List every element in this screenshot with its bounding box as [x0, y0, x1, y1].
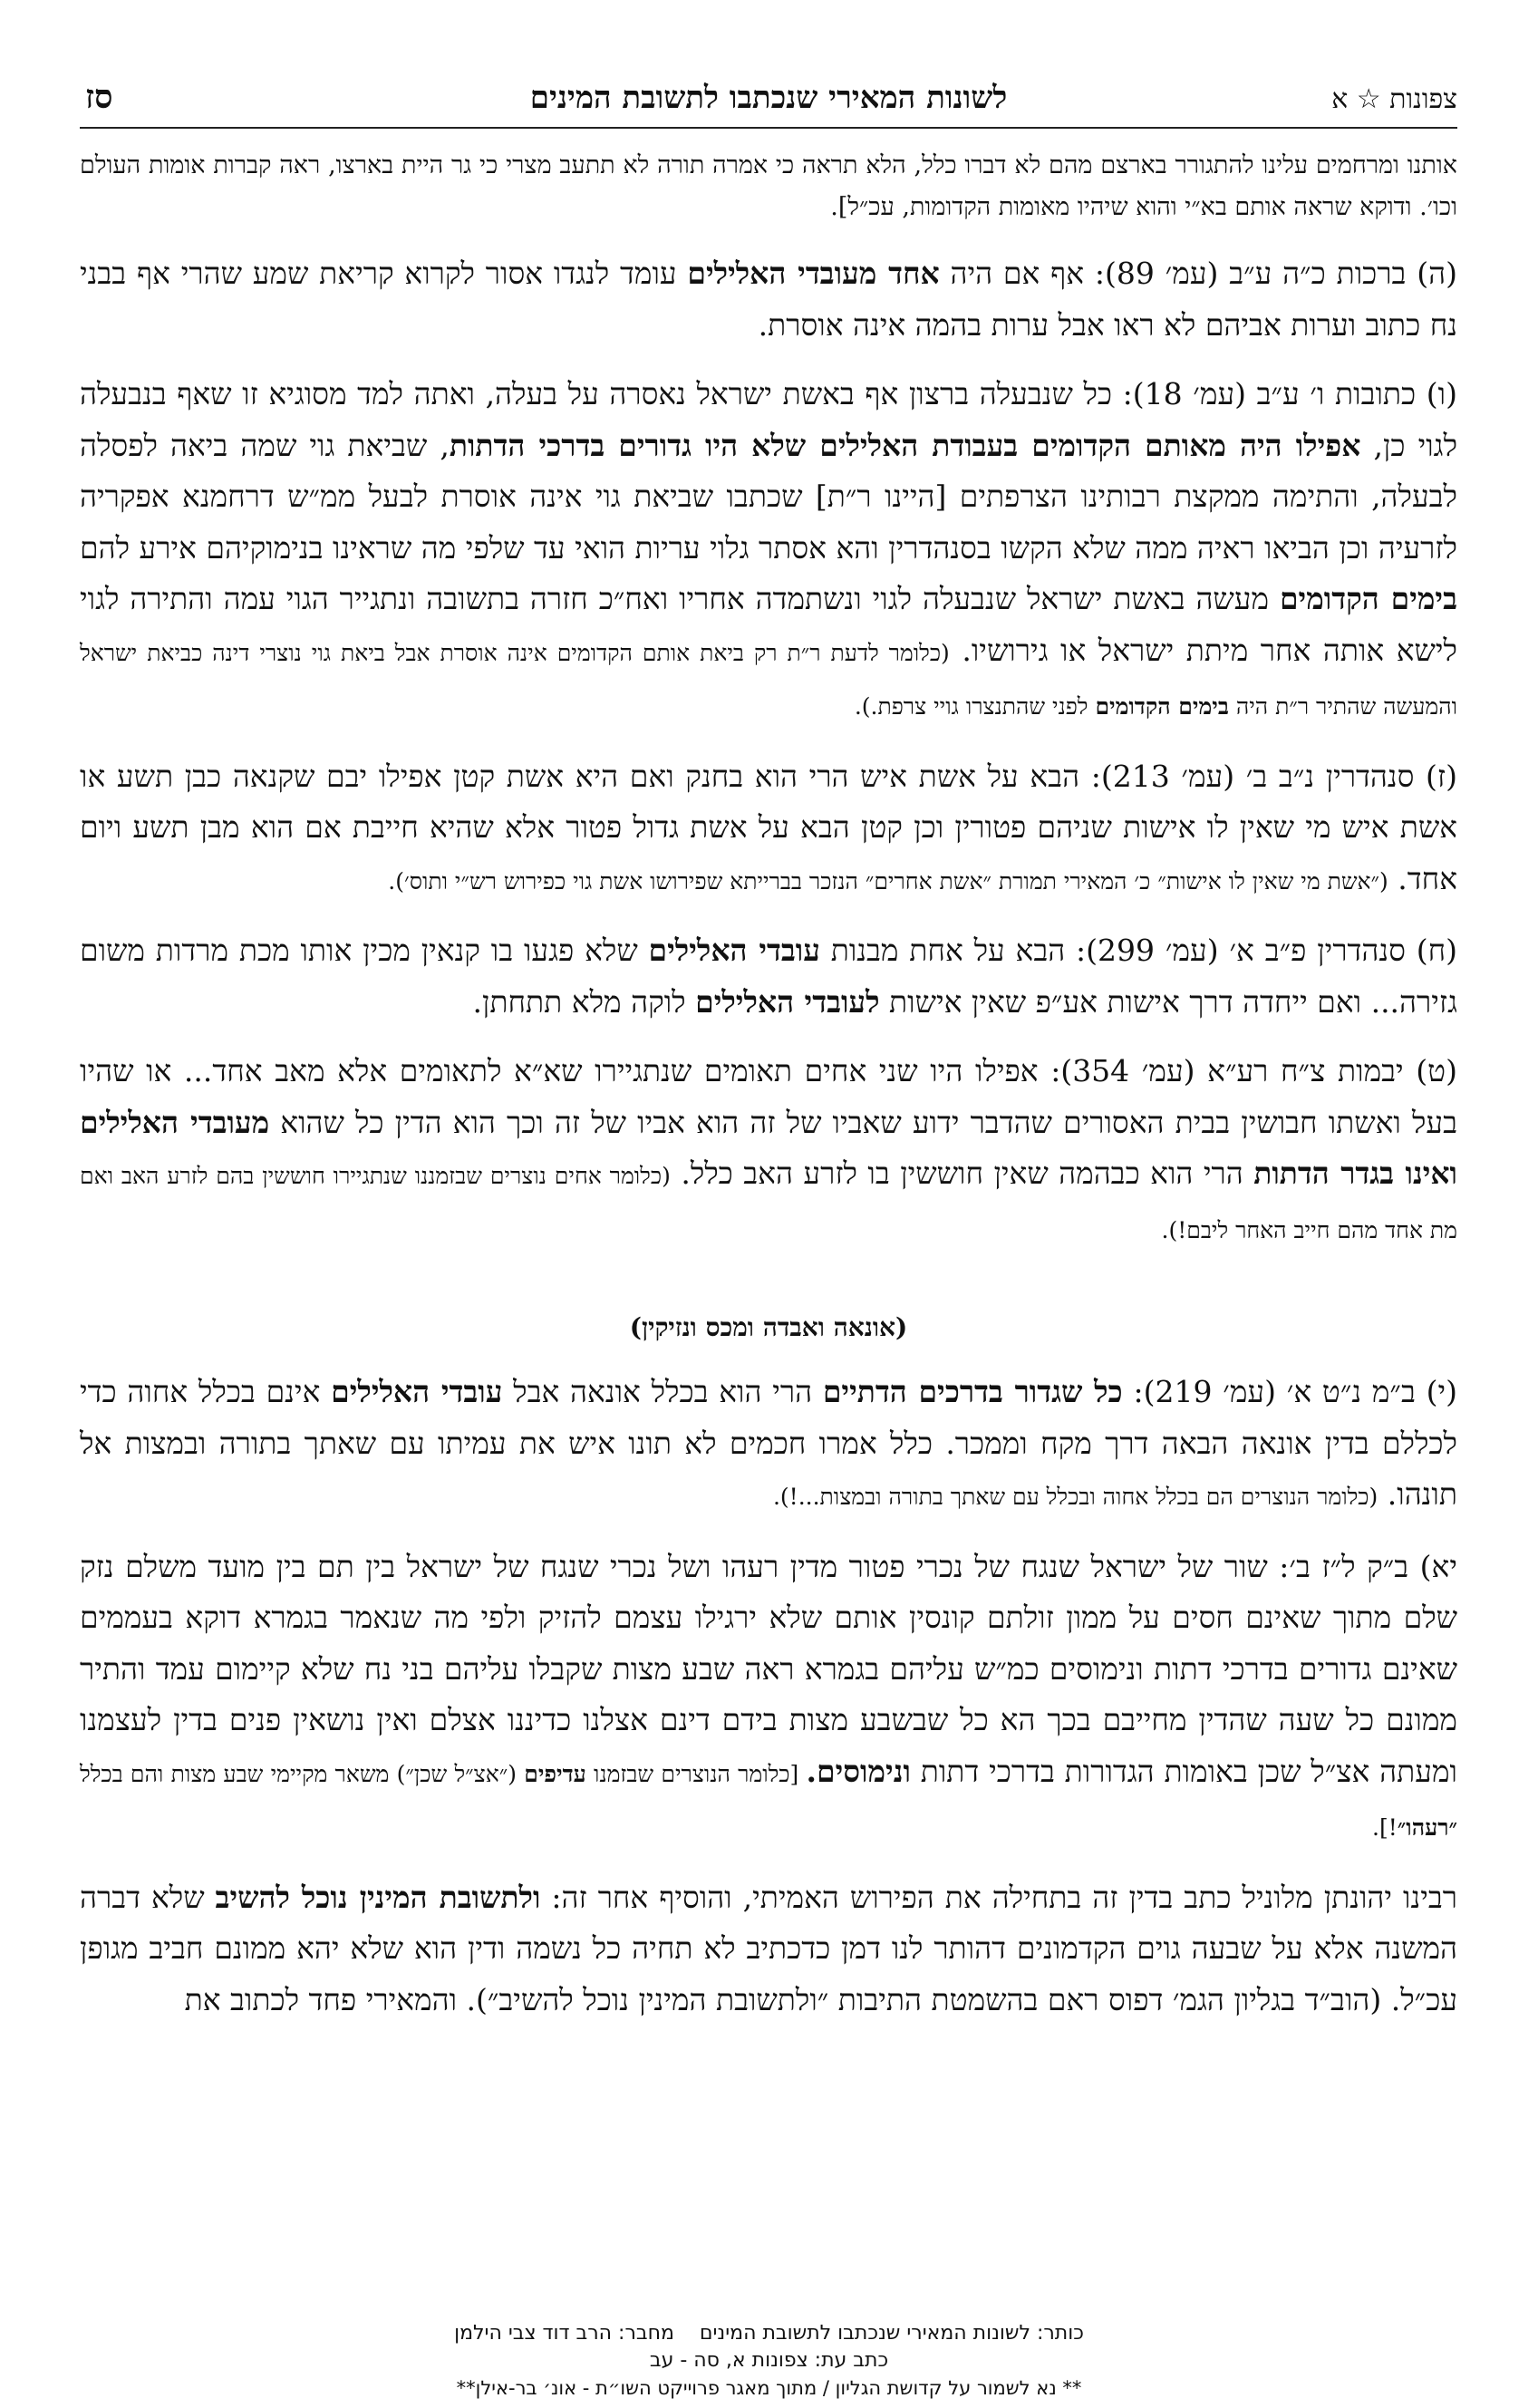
note-text: !]. [1372, 1814, 1398, 1841]
journal-name: צפונות ☆ א [1331, 83, 1457, 115]
section-heading: (אונאה ואבדה ומכס ונזיקין) [629, 1312, 908, 1342]
text-run: (ה) ברכות כ״ה ע״ב (עמ׳ 89): אף אם היה [939, 256, 1457, 291]
bold-run: ולתשובת המינין נוכל להשיב [215, 1879, 541, 1915]
bibliographic-footer [0, 2320, 1538, 2402]
text-run: מעשה באשת ישראל שנבעלה לגוי ונשתמדה אחריו ואח״כ חזרה בתשובה ונתגייר הגוי עמה והתירה לגוי לישא אותה אחר מיתת ישראל או גירושיו. [80, 581, 1457, 668]
bold-run: עובדי האלילים [331, 1374, 503, 1409]
note-bold: בימים הקדומים [1095, 693, 1229, 720]
bold-run: אחד מעובדי האלילים [687, 256, 940, 291]
running-header [80, 76, 1457, 129]
page-number: סז [85, 78, 113, 116]
paragraph-yud [80, 1367, 1457, 1523]
text-run: יא) ב״ק ל״ז ב׳: שור של ישראל שנגח של נכרי פטור מדין רעהו ושל נכרי שנגח של ישראל בין תם בין מועד משלם נזק שלם מתוך שאינם חסים על ממון זולתם קונסין אותם שלא ירגילו עצמם להזיק ולפי מה שנאמר בגמרא דוקא בעממים שאינם גדורים בדרכי דתות ונימוסים כמ״ש עליהם בגמרא ראה שבע מצות שקבלו עליהם בני נח שלא קיימום עמד והתיר ממונם כל שעה שהדין מחייבם בכך הא כל שבשבע מצות בידם דינם אצלנו כדיננו אצלם ואין נושאין פנים בדין לעצמנו ומעתה אצ״ל שכן באומות הגדורות בדרכי דתות [80, 1548, 1457, 1789]
note-bold: ״רעהו״ [1397, 1814, 1457, 1841]
paragraph-tet [80, 1046, 1457, 1256]
note-text: לפני שהתנצרו גויי צרפת.). [854, 693, 1096, 720]
footer-journal: כתב עת: צפונות א, סה - עב [649, 2349, 889, 2372]
paragraph-zayin [80, 751, 1457, 908]
footer-title: כותר: לשונות המאירי שנכתבו לתשובת המינים [699, 2322, 1084, 2345]
note-bold: עדיפים [524, 1760, 586, 1787]
text-run: (ח) סנהדרין פ״ב א׳ (עמ׳ 299): הבא על אחת מבנות [819, 933, 1457, 968]
editor-note: (כלומר הנוצרים הם בכלל אחוה ובכלל עם שאתך בתורה ובמצות...!). [772, 1484, 1378, 1510]
text-run: (ט) יבמות צ״ח רע״א (עמ׳ 354): אפילו היו שני אחים תאומים שנתגיירו שא״א לתאומים אלא מאב אחד... או שהיו בעל ואשתו חבושין בבית האסורים שהדבר ידוע שאביו של זה הוא אביו של זה וכך הוא הדין כל שהוא [80, 1053, 1457, 1140]
editor-note: (״אשת מי שאין לו אישות״ כ׳ המאירי תמורת ״אשת אחרים״ הנזכר בברייתא שפירושו אשת גוי כפירוש רש״י ותוס׳). [388, 867, 1388, 895]
text-run: , שביאת גוי שמה ביאה לפסלה לבעלה, והתימה ממקצת רבותינו הצרפתים [היינו ר״ת] שכתבו שביאת גוי אינה אוסרת לבעל ממ״ש דרחמנא אפקריה לזרעיה וכן הביאו ראיה ממה שלא הקשו בסנהדרין והא אסתר גלוי עריות הואי עד שלפי מה שראינו בנימוקיהם אירע להם [80, 427, 1457, 566]
editor-note: (כלומר אחים נוצרים שבזמננו שנתגיירו חוששין בהם לזרע האב ואם מת אחד מהם חייב האחר ליבם!). [80, 1163, 1457, 1243]
text-run: עומד לנגדו אסור לקרוא קריאת שמע שהרי אף בבני נח כתוב וערות אביהם לא ראו אבל ערות בהמה אינה אוסרת. [80, 256, 1457, 343]
footer-line-title-author [0, 2320, 1538, 2347]
note-text: (״אצ״ל שכן״) משאר מקיימי שבע מצות והם בכלל [80, 1760, 525, 1787]
bold-run: עובדי האלילים [648, 933, 820, 968]
text-run: רבינו יהונתן מלוניל כתב בדין זה בתחילה את הפירוש האמיתי, והוסיף אחר זה: [540, 1879, 1457, 1915]
bold-run: מעובדי האלילים ואינו בגדר הדתות [80, 1104, 1457, 1191]
footer-author: מחבר: הרב דוד צבי הילמן [454, 2322, 674, 2345]
bold-run: אפילו היה מאותם הקדומים בעבודת האלילים שלא היו גדורים בדרכי הדתות [449, 427, 1361, 463]
text-run: שלא פגעו בו קנאין מכין אותו מכת מרדות משום גזירה... ואם ייחדה דרך אישות אע״פ שאין אישות [80, 933, 1457, 1020]
article-body [80, 145, 1457, 2026]
text-run: (ו) כתובות ו׳ ע״ב (עמ׳ 18): כל שנבעלה ברצון אף באשת ישראל נאסרה על בעלה, ואתה למד מסוגיא זו שאף בנבעלה לגוי כן, [80, 376, 1457, 463]
note-text: [כלומר הנוצרים שבזמנו [585, 1760, 807, 1787]
note-text: (כלומר לדעת ר״ת רק ביאת אותם הקדומים אינה אוסרת אבל ביאת גוי נוצרי דינה כביאת ישראל והמעשה שהתיר ר״ת היה [80, 639, 1457, 720]
text-run: שלא דברה המשנה אלא על שבעה גוים הקדמונים דהותר לנו דמן כדכתיב לא תחיה כל נשמה ודין הוא שלא יהא ממונם חביב מגופן עכ״ל. (הוב״ד בגליון הגמ׳ דפוס ראם בהשמטת התיבות ״ולתשובת המינין נוכל להשיב״). והמאירי פחד לכתוב את [80, 1879, 1457, 2017]
text-run: הרי הוא כבהמה שאין חוששין בו לזרע האב כלל. [670, 1156, 1254, 1191]
paragraph-chet [80, 925, 1457, 1028]
bold-run: כל שגדור בדרכים הדתיים [822, 1374, 1123, 1409]
paragraph-intro [80, 145, 1457, 228]
paragraph-rabbeinu-yehonatan [80, 1872, 1457, 2026]
paragraph-yud-alef [80, 1542, 1457, 1854]
text-run: (י) ב״מ נ״ט א׳ (עמ׳ 219): [1122, 1374, 1458, 1409]
paragraph-vav [80, 369, 1457, 733]
document-page [80, 76, 1457, 2044]
bold-run: בימים הקדומים [1279, 581, 1457, 616]
text-run: לוקה מלא תתחתן. [472, 983, 696, 1020]
text-run: אינם בכלל אחוה כדי לכללם בדין אונאה הבאה דרך מקח וממכר. כלל אמרו חכמים לא תונו איש את עמיתו עם שאתך בתורה ובמצות אל תונהו. [80, 1374, 1457, 1512]
paragraph-he [80, 248, 1457, 351]
footer-notice: ** נא לשמור על קדושת הגליון / מתוך מאגר פרוייקט השו״ת - אונ׳ בר-אילן** [456, 2377, 1082, 2399]
text-run: הרי הוא בכלל אונאה אבל [502, 1374, 823, 1409]
paragraph-text: אותנו ומרחמים עלינו להתגורר בארצם מהם לא דברו כלל, הלא תראה כי אמרה תורה לא תתעב מצרי כי גר היית בארצו, ראה קברות אומות העולם וכו׳. ודוקא שראה אותם בא״י והוא שיהיו מאומות הקדומות, עכ״ל]. [80, 151, 1457, 221]
bold-run: לעובדי האלילים [695, 983, 880, 1020]
text-run: (ז) סנהדרין נ״ב ב׳ (עמ׳ 213): הבא על אשת איש הרי הוא בחנק ואם היא אשת קטן אפילו יבם שקנאה כבן תשע או אשת איש מי שאין לו אישות שניהם פטורין וכן קטן הבא על אשת גדול פטור אלא שהיא חייבת אם הוא מבן תשע ויום אחד. [80, 758, 1457, 896]
bold-run: ונימוסים. [806, 1753, 911, 1789]
running-title: לשונות המאירי שנכתבו לתשובת המינים [529, 80, 1008, 116]
